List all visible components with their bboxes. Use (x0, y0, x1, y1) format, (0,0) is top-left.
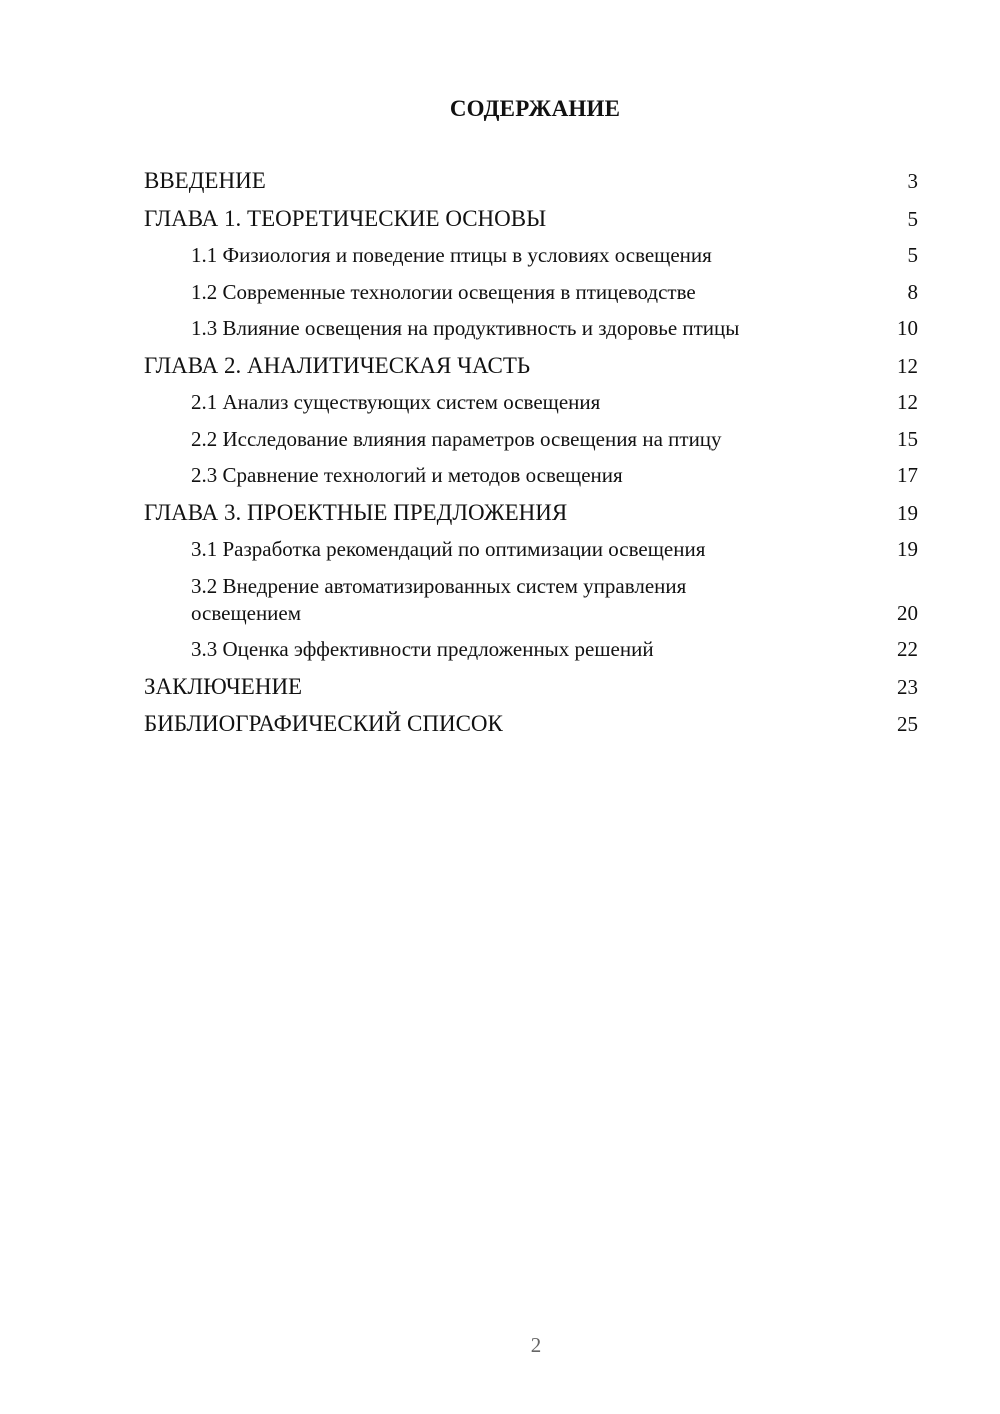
toc-entry-label: ЗАКЛЮЧЕНИЕ (144, 673, 303, 699)
toc-entry-label: ГЛАВА 2. АНАЛИТИЧЕСКАЯ ЧАСТЬ (144, 352, 531, 378)
toc-entry-page: 17 (897, 463, 918, 487)
toc-entry-section-3-1[interactable] (144, 536, 918, 563)
toc-entry-section-3-3[interactable] (144, 636, 918, 663)
toc-entry-page: 19 (897, 537, 918, 561)
toc-entry-label: 3.1 Разработка рекомендаций по оптимизации освещения (191, 537, 706, 561)
toc-entry-section-1-2[interactable] (144, 279, 918, 306)
toc-entry-conclusion[interactable] (144, 673, 918, 701)
toc-entry-section-3-2[interactable] (144, 573, 918, 627)
toc-entry-label: 2.2 Исследование влияния параметров освещения на птицу (191, 426, 722, 451)
page-number: 2 (530, 1333, 542, 1357)
toc-entry-label: 1.1 Физиология и поведение птицы в условиях освещения (191, 243, 712, 267)
toc-entry-bibliography[interactable] (144, 710, 918, 738)
toc-entry-page: 5 (907, 206, 918, 231)
toc-entry-chapter-2[interactable] (144, 352, 918, 380)
toc-entry-section-1-3[interactable] (144, 315, 918, 342)
toc-entry-label: 1.2 Современные технологии освещения в птицеводстве (191, 279, 696, 304)
page-title: СОДЕРЖАНИЕ (449, 96, 621, 121)
toc-entry-label: ГЛАВА 3. ПРОЕКТНЫЕ ПРЕДЛОЖЕНИЯ (144, 499, 568, 525)
toc-entry-section-2-1[interactable] (144, 389, 918, 416)
toc-entry-chapter-1[interactable] (144, 205, 918, 233)
toc-entry-label: 2.1 Анализ существующих систем освещения (191, 390, 601, 414)
toc-entry-page: 15 (897, 426, 918, 451)
toc-entry-introduction[interactable] (144, 167, 918, 195)
toc-entry-page: 3 (907, 169, 918, 193)
toc-entry-label: 3.3 Оценка эффективности предложенных решений (191, 637, 654, 661)
toc-entry-page: 23 (897, 674, 918, 699)
toc-entry-label: 3.2 Внедрение автоматизированных систем управления освещением (191, 573, 687, 625)
toc-entry-page: 5 (907, 243, 918, 267)
toc-entry-label: ВВЕДЕНИЕ (144, 168, 266, 193)
toc-entry-page: 12 (897, 390, 918, 414)
toc-entry-label: БИБЛИОГРАФИЧЕСКИЙ СПИСОК (144, 711, 503, 736)
toc-entry-page: 20 (897, 600, 918, 625)
toc-entry-label: ГЛАВА 1. ТЕОРЕТИЧЕСКИЕ ОСНОВЫ (144, 205, 547, 231)
toc-entry-label: 1.3 Влияние освещения на продуктивность и здоровье птицы (191, 316, 740, 340)
toc-entry-page: 10 (897, 316, 918, 340)
toc-entry-page: 25 (897, 712, 918, 736)
toc-entry-section-2-3[interactable] (144, 462, 918, 489)
table-of-contents (144, 167, 918, 748)
toc-entry-section-1-1[interactable] (144, 242, 918, 269)
toc-entry-page: 8 (907, 279, 918, 304)
toc-entry-chapter-3[interactable] (144, 499, 918, 527)
toc-entry-page: 19 (897, 500, 918, 525)
toc-entry-section-2-2[interactable] (144, 426, 918, 453)
toc-entry-label: 2.3 Сравнение технологий и методов освещения (191, 463, 623, 487)
toc-entry-page: 22 (897, 637, 918, 661)
toc-entry-page: 12 (897, 353, 918, 378)
